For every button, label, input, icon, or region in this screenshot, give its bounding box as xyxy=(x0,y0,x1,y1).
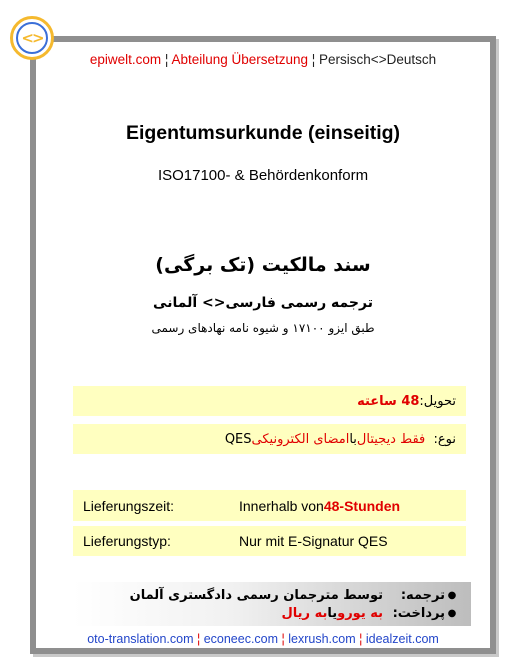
code-brackets-icon: <> xyxy=(16,22,48,54)
persian-delivery-row xyxy=(73,386,466,416)
bullet-icon: ● xyxy=(447,589,457,601)
german-delivery-value: 48-Stunden xyxy=(323,497,401,514)
bullet-icon: ● xyxy=(447,607,457,619)
persian-subtitle: ترجمه رسمی فارسی<> آلمانی xyxy=(153,295,373,311)
document-title: Eigentumsurkunde (einseitig) xyxy=(125,122,401,144)
persian-standard-note: طبق ایزو ۱۷۱۰۰ و شیوه نامه نهادهای رسمی xyxy=(151,321,375,335)
footer-link-idealzeit[interactable]: idealzeit.com xyxy=(365,632,439,646)
payment-rial: به ریال xyxy=(281,605,328,621)
document-frame xyxy=(30,36,496,654)
footer-separator: ¦ xyxy=(193,632,204,646)
site-link[interactable]: epiwelt.com xyxy=(89,52,162,67)
persian-title: سند مالکیت (تک برگی) xyxy=(155,254,371,276)
persian-delivery-value: 48 ساعته xyxy=(357,393,420,409)
info-box xyxy=(73,582,471,626)
payment-info-line xyxy=(73,604,459,622)
persian-type-label: نوع: xyxy=(433,431,456,447)
persian-type-connector: با xyxy=(349,431,357,447)
translation-label: ترجمه: xyxy=(400,587,445,603)
footer-separator: ¦ xyxy=(278,632,289,646)
footer-link-lexrush[interactable]: lexrush.com xyxy=(288,632,356,646)
logo xyxy=(10,16,54,60)
persian-signature-value: امضای الکترونیکی xyxy=(251,431,350,447)
language-pair: Persisch<>Deutsch xyxy=(319,52,437,67)
footer-link-econeec[interactable]: econeec.com xyxy=(203,632,279,646)
footer-links xyxy=(36,632,490,646)
translation-info-line xyxy=(73,586,459,604)
german-type-row xyxy=(73,526,466,556)
persian-type-value: فقط دیجیتال xyxy=(356,431,426,447)
german-delivery-prefix: Innerhalb von xyxy=(239,497,324,514)
header-separator: ¦ xyxy=(161,52,172,67)
translation-value: توسط مترجمان رسمی دادگستری آلمان xyxy=(129,587,383,603)
german-type-value: Nur mit E-Signatur QES xyxy=(239,533,388,549)
payment-or: یا xyxy=(327,605,338,621)
german-delivery-label: Lieferungszeit: xyxy=(83,497,175,514)
german-delivery-row xyxy=(73,490,466,521)
footer-separator: ¦ xyxy=(355,632,366,646)
payment-label: پرداخت: xyxy=(392,605,445,621)
german-type-label: Lieferungstyp: xyxy=(83,533,171,549)
payment-euro: به یورو xyxy=(337,605,383,621)
persian-delivery-label: تحویل: xyxy=(419,393,456,409)
footer-link-oto-translation[interactable]: oto-translation.com xyxy=(87,632,194,646)
header-separator: ¦ xyxy=(308,52,320,67)
header-line xyxy=(36,52,490,67)
persian-type-row xyxy=(73,424,466,454)
document-subtitle: ISO17100- & Behördenkonform xyxy=(157,167,369,184)
persian-qes-label: QES xyxy=(224,431,252,447)
department-label: Abteilung Übersetzung xyxy=(171,52,309,67)
